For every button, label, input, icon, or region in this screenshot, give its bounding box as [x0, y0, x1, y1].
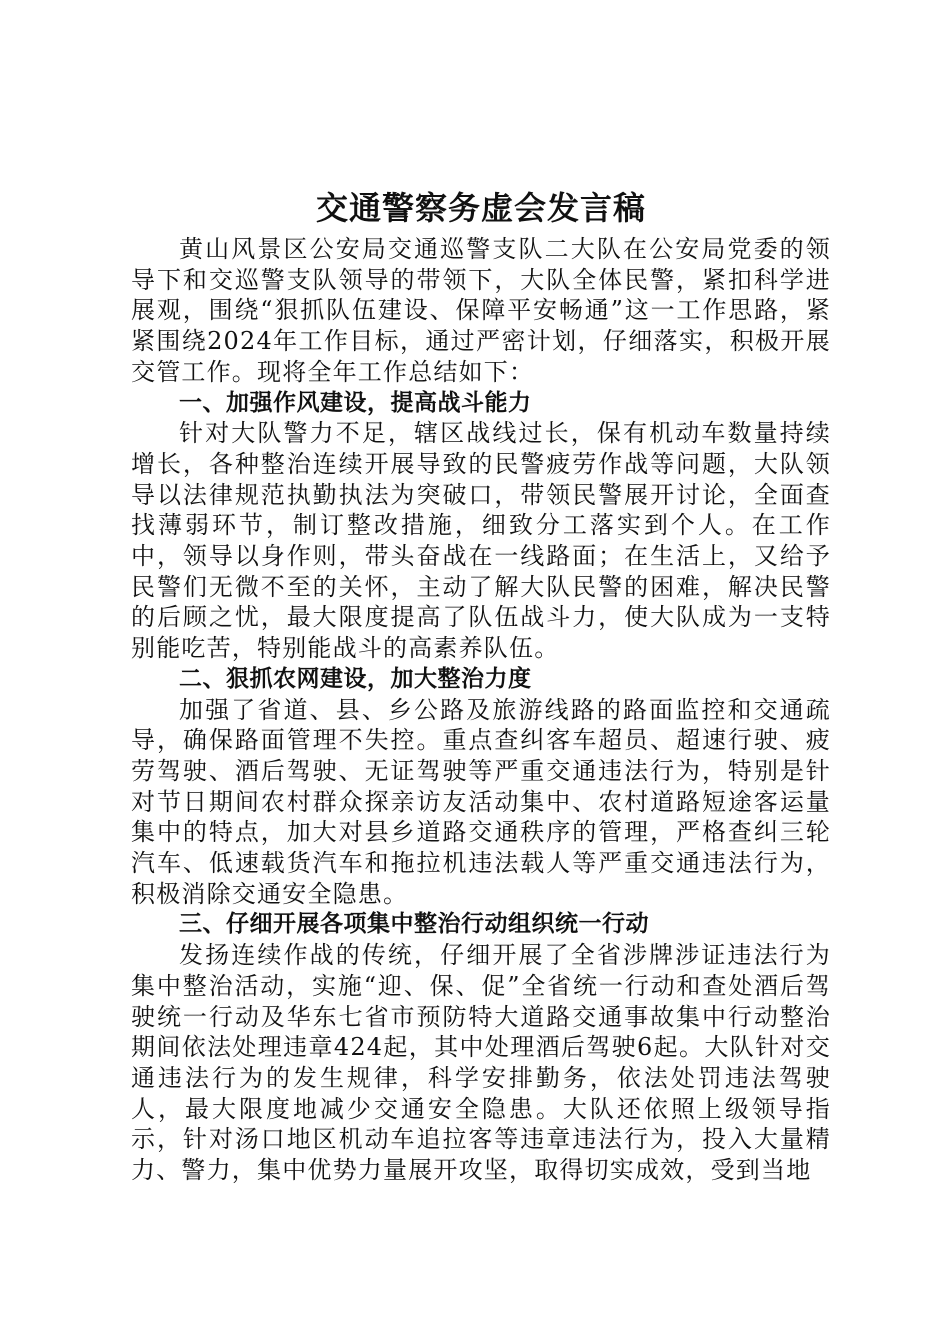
section-heading-1: 一、加强作风建设，提高战斗能力 [179, 389, 532, 416]
section-body-1: 针对大队警力不足，辖区战线过长，保有机动车数量持续增长，各种整治连续开展导致的民警疲劳作战等问题，大队领导以法律规范执勤执法为突破口，带领民警展开讨论，全面查找薄弱环节，制订整改措施，细致分工落实到个人。在工作中，领导以身作则，带头奋战在一线路面；在生活上，又给予民警们无微不至的关怀，主动了解大队民警的困难，解决民警的后顾之忧，最大限度提高了队伍战斗力，使大队成为一支特别能吃苦，特别能战斗的高素养队伍。 [131, 419, 831, 663]
intro-paragraph: 黄山风景区公安局交通巡警支队二大队在公安局党委的领导下和交巡警支队领导的带领下，大队全体民警，紧扣科学进展观，围绕“狠抓队伍建设、保障平安畅通”这一工作思路，紧紧围绕2024年工作目标，通过严密计划，仔细落实，积极开展交管工作。现将全年工作总结如下： [131, 235, 831, 386]
section-heading-2: 二、狠抓农网建设，加大整治力度 [179, 665, 532, 692]
section-body-3: 发扬连续作战的传统，仔细开展了全省涉牌涉证违法行为集中整治活动，实施“迎、保、促”全省统一行动和查处酒后驾驶统一行动及华东七省市预防特大道路交通事故集中行动整治期间依法处理违章424起，其中处理酒后驾驶6起。大队针对交通违法行为的发生规律，科学安排勤务，依法处罚违法驾驶人，最大限度地减少交通安全隐患。大队还依照上级领导指示，针对汤口地区机动车追拉客等违章违法行为，投入大量精力、警力，集中优势力量展开攻坚，取得切实成效，受到当地 [131, 941, 831, 1185]
section-body-2: 加强了省道、县、乡公路及旅游线路的路面监控和交通疏导，确保路面管理不失控。重点查纠客车超员、超速行驶、疲劳驾驶、酒后驾驶、无证驾驶等严重交通违法行为，特别是针对节日期间农村群众探亲访友活动集中、农村道路短途客运量集中的特点，加大对县乡道路交通秩序的管理，严格查纠三轮汽车、低速载货汽车和拖拉机违法载人等严重交通违法行为，积极消除交通安全隐患。 [131, 695, 831, 908]
document-page [131, 186, 831, 1186]
section-heading-3: 三、仔细开展各项集中整治行动组织统一行动 [179, 911, 649, 938]
document-title: 交通警察务虚会发言稿 [315, 189, 646, 227]
